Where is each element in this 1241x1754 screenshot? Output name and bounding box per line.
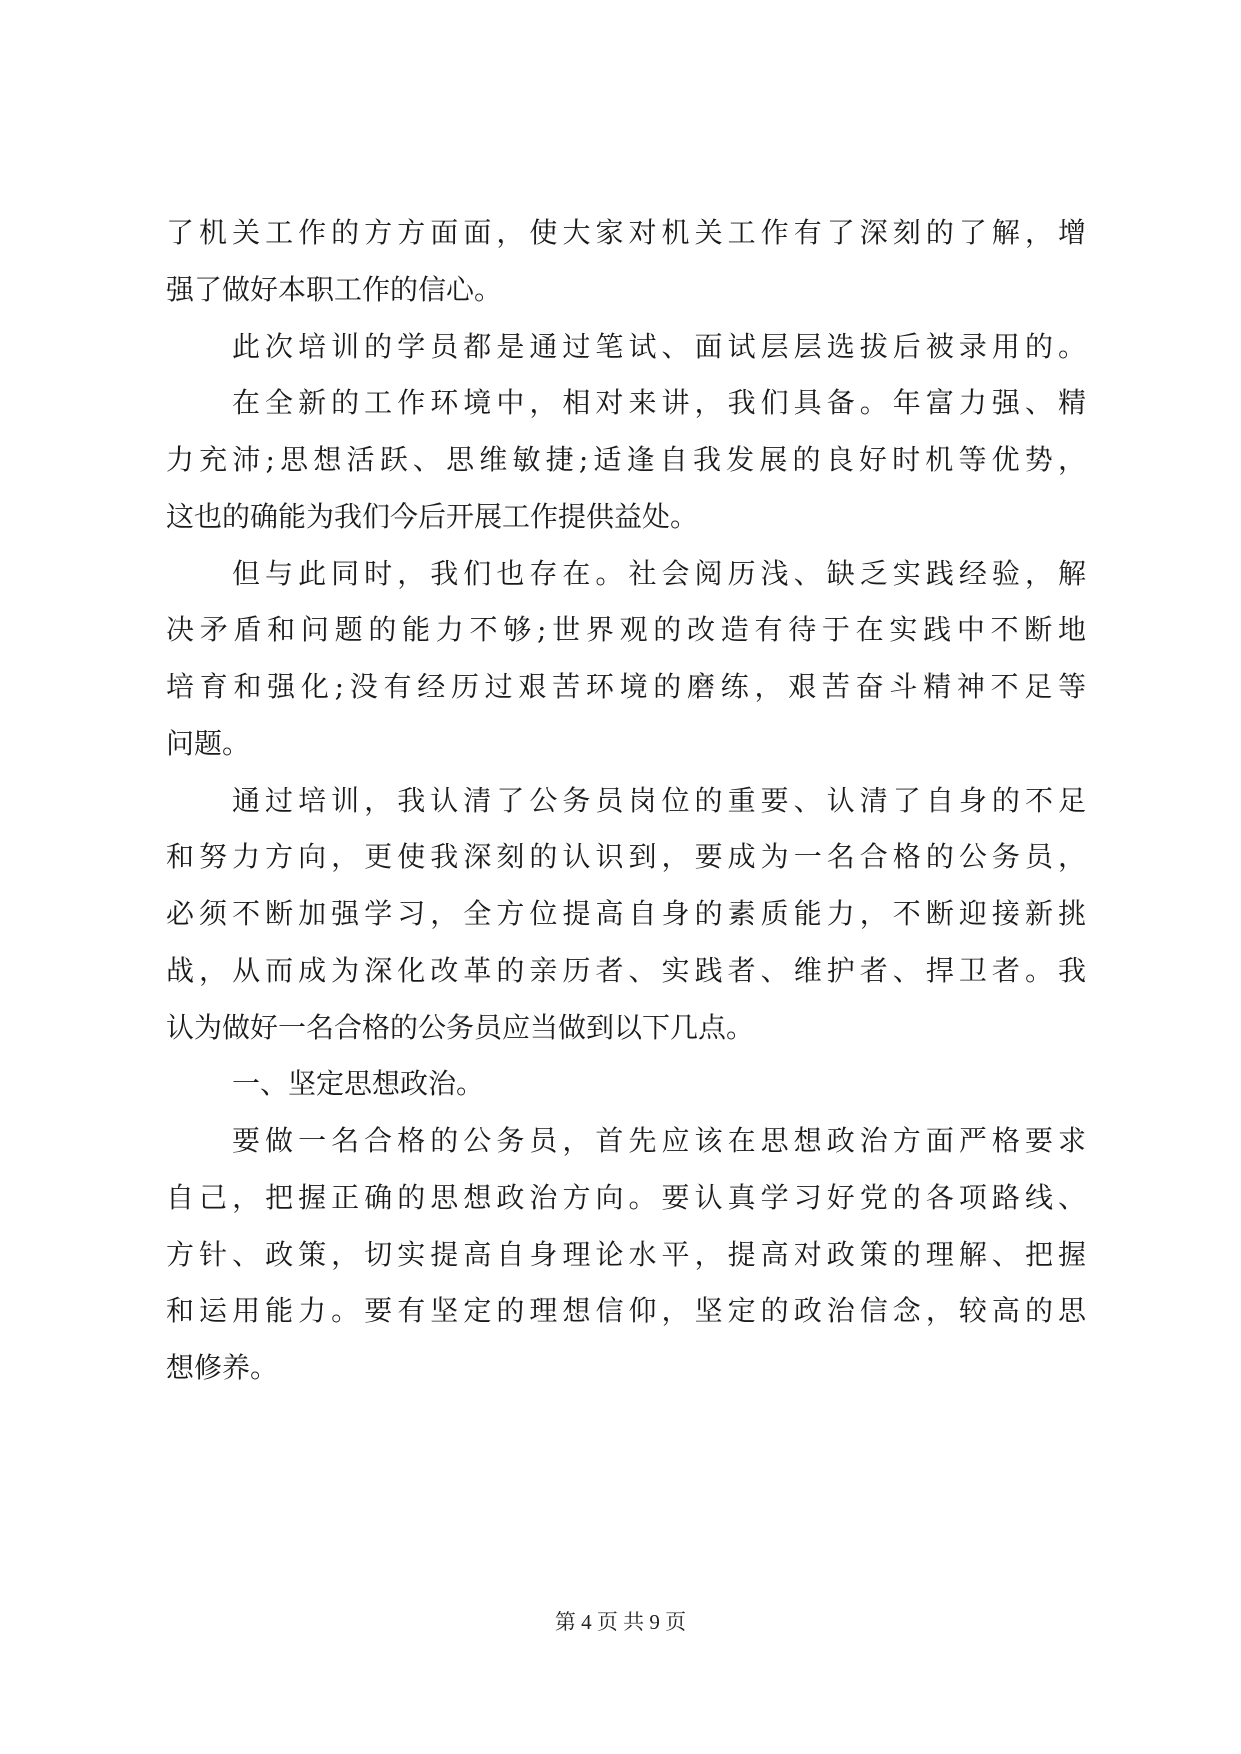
text-line: 力充沛;思想活跃、思维敏捷;适逢自我发展的良好时机等优势， bbox=[166, 443, 1086, 476]
text-line: 但与此同时，我们也存在。社会阅历浅、缺乏实践经验，解 bbox=[232, 557, 1086, 590]
text-line: 强了做好本职工作的信心。 bbox=[166, 273, 503, 306]
text-line: 决矛盾和问题的能力不够;世界观的改造有待于在实践中不断地 bbox=[166, 613, 1086, 646]
text-line: 想修养。 bbox=[166, 1351, 279, 1384]
text-line: 通过培训，我认清了公务员岗位的重要、认清了自身的不足 bbox=[232, 784, 1086, 817]
text-line: 方针、政策，切实提高自身理论水平，提高对政策的理解、把握 bbox=[166, 1238, 1086, 1271]
page-number-footer: 第 4 页 共 9 页 bbox=[554, 1610, 687, 1634]
section-heading: 一、坚定思想政治。 bbox=[232, 1067, 485, 1100]
text-line: 和努力方向，更使我深刻的认识到，要成为一名合格的公务员， bbox=[166, 840, 1086, 873]
text-line: 认为做好一名合格的公务员应当做到以下几点。 bbox=[166, 1011, 755, 1044]
text-line: 问题。 bbox=[166, 727, 251, 760]
text-line: 在全新的工作环境中，相对来讲，我们具备。年富力强、精 bbox=[232, 386, 1086, 419]
text-line: 战，从而成为深化改革的亲历者、实践者、维护者、捍卫者。我 bbox=[166, 954, 1086, 987]
text-line: 必须不断加强学习，全方位提高自身的素质能力，不断迎接新挑 bbox=[166, 897, 1086, 930]
text-line: 这也的确能为我们今后开展工作提供益处。 bbox=[166, 500, 699, 533]
text-line: 自己，把握正确的思想政治方向。要认真学习好党的各项路线、 bbox=[166, 1181, 1086, 1214]
text-line: 了机关工作的方方面面，使大家对机关工作有了深刻的了解，增 bbox=[166, 216, 1086, 249]
text-line: 和运用能力。要有坚定的理想信仰，坚定的政治信念，较高的思 bbox=[166, 1294, 1086, 1327]
text-line: 此次培训的学员都是通过笔试、面试层层选拔后被录用的。 bbox=[232, 330, 1086, 363]
text-line: 培育和强化;没有经历过艰苦环境的磨练，艰苦奋斗精神不足等 bbox=[166, 670, 1086, 703]
text-line: 要做一名合格的公务员，首先应该在思想政治方面严格要求 bbox=[232, 1124, 1086, 1157]
